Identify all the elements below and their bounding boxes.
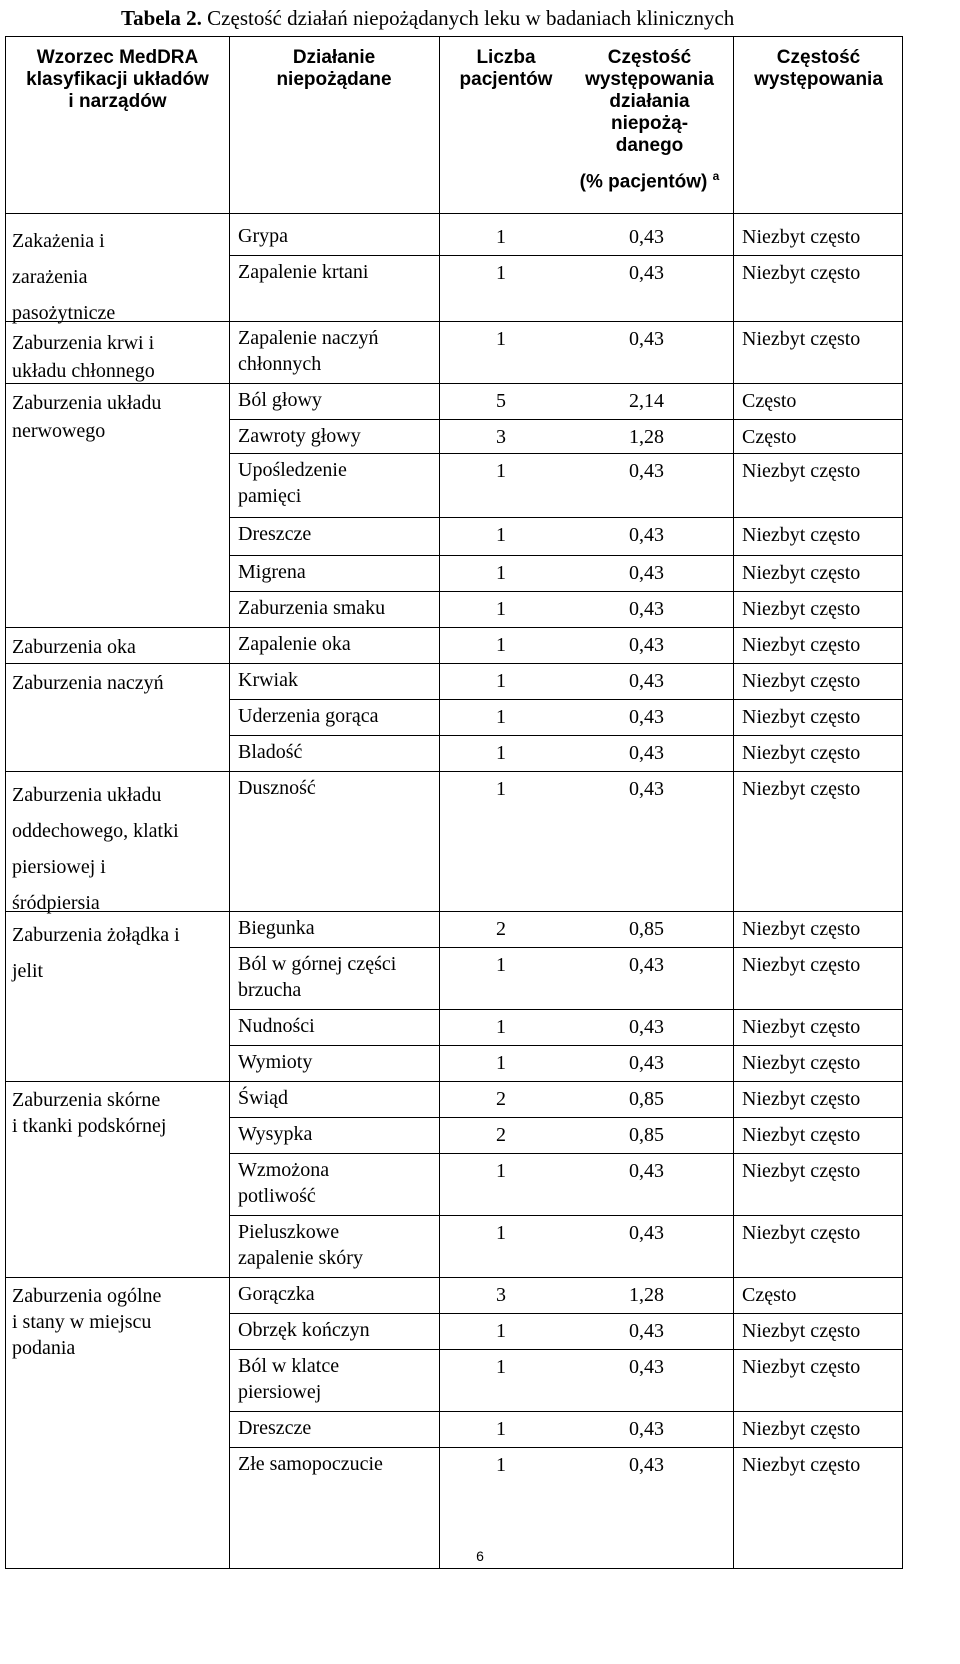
frequency: Niezbyt często (742, 1160, 861, 1182)
patient-count: 2 (496, 1088, 506, 1110)
category-divider (6, 1081, 229, 1082)
patient-count: 1 (496, 1222, 506, 1244)
soc-category-line: Zaburzenia ogólne (12, 1285, 162, 1307)
row-divider (229, 699, 902, 700)
soc-category (12, 633, 224, 661)
event-name-line: Zapalenie naczyń (238, 327, 379, 349)
event-name (238, 1121, 438, 1147)
soc-category-line: Zaburzenia oka (12, 636, 136, 658)
event-name-line: Biegunka (238, 917, 315, 939)
soc-category-line: Zakażenia i (12, 230, 105, 252)
col-divider (733, 37, 734, 1568)
patient-count: 1 (496, 1454, 506, 1476)
row-divider (229, 1277, 902, 1278)
patient-count: 1 (496, 778, 506, 800)
frequency: Niezbyt często (742, 1454, 861, 1476)
soc-category-line: Zaburzenia układu (12, 392, 162, 414)
event-name-line: Ból w klatce (238, 1355, 340, 1377)
row-divider (229, 1313, 902, 1314)
soc-category-line: podania (12, 1337, 76, 1359)
incidence-percent: 0,43 (629, 742, 664, 764)
event-name-line: Dreszcze (238, 1417, 312, 1439)
event-name (238, 1049, 438, 1075)
patient-count: 5 (496, 390, 506, 412)
page-number: 6 (476, 1548, 484, 1564)
event-name (238, 775, 438, 801)
patient-count: 2 (496, 1124, 506, 1146)
frequency: Niezbyt często (742, 1356, 861, 1378)
row-divider (229, 453, 902, 454)
frequency: Niezbyt często (742, 670, 861, 692)
incidence-percent: 0,43 (629, 1052, 664, 1074)
soc-category (12, 1087, 224, 1139)
table-caption-label: Tabela 2. (121, 6, 202, 30)
event-name-line: Ból głowy (238, 389, 322, 411)
event-name (238, 1451, 438, 1477)
category-divider (6, 663, 229, 664)
col-divider (439, 37, 440, 1568)
patient-count: 1 (496, 1052, 506, 1074)
soc-category-line: jelit (12, 960, 44, 982)
soc-category-line: i stany w miejscu (12, 1311, 152, 1333)
frequency: Niezbyt często (742, 1088, 861, 1110)
frequency: Niezbyt często (742, 1052, 861, 1074)
event-name-line: Upośledzenie (238, 459, 347, 481)
patient-count: 1 (496, 328, 506, 350)
event-name (238, 423, 438, 449)
incidence-percent: 0,43 (629, 1320, 664, 1342)
row-divider (229, 1153, 902, 1154)
event-name (238, 595, 438, 621)
header-adverse-event: Działanie niepożądane (276, 47, 392, 90)
incidence-percent: 0,43 (629, 524, 664, 546)
row-divider (229, 771, 902, 772)
header-frequency: Częstość występowania (754, 47, 883, 90)
frequency: Niezbyt często (742, 954, 861, 976)
event-name-line: Bladość (238, 741, 303, 763)
row-divider (229, 517, 902, 518)
soc-category-line: piersiowej i (12, 856, 106, 878)
event-name (238, 559, 438, 585)
event-name-line: Uderzenia gorąca (238, 705, 379, 727)
event-name (238, 223, 438, 249)
incidence-percent: 0,43 (629, 598, 664, 620)
col-divider (229, 37, 230, 1568)
frequency: Niezbyt często (742, 328, 861, 350)
soc-category (12, 917, 224, 989)
incidence-percent: 0,43 (629, 1454, 664, 1476)
frequency: Niezbyt często (742, 918, 861, 940)
event-name (238, 1317, 438, 1343)
event-name-line: Krwiak (238, 669, 298, 691)
category-divider (6, 1277, 229, 1278)
event-name (238, 1157, 438, 1209)
event-name-line: Zawroty głowy (238, 425, 361, 447)
row-divider (229, 735, 902, 736)
row-divider (229, 419, 902, 420)
header-classification: Wzorzec MedDRA klasyfikacji układów i narządów (26, 47, 209, 112)
incidence-percent: 0,43 (629, 1016, 664, 1038)
event-name-line: Wymioty (238, 1051, 313, 1073)
event-name-line: Zaburzenia smaku (238, 597, 386, 619)
patient-count: 1 (496, 634, 506, 656)
patient-count: 2 (496, 918, 506, 940)
soc-category-line: zarażenia (12, 266, 88, 288)
row-divider (229, 1117, 902, 1118)
event-name-line: Pieluszkowe (238, 1221, 340, 1243)
frequency: Niezbyt często (742, 742, 861, 764)
frequency: Niezbyt często (742, 598, 861, 620)
soc-category (12, 1283, 224, 1361)
frequency: Niezbyt często (742, 1124, 861, 1146)
soc-category-line: Zaburzenia żołądka i (12, 924, 180, 946)
incidence-percent: 0,43 (629, 328, 664, 350)
incidence-percent: 0,43 (629, 1418, 664, 1440)
frequency: Niezbyt często (742, 1016, 861, 1038)
row-divider (229, 555, 902, 556)
row-divider (229, 591, 902, 592)
header-percent-unit: (% pacjentów) $^a$ (579, 169, 720, 193)
soc-category-line: układu chłonnego (12, 360, 155, 382)
patient-count: 1 (496, 706, 506, 728)
patient-count: 1 (496, 1418, 506, 1440)
event-name (238, 259, 438, 285)
frequency: Niezbyt często (742, 1222, 861, 1244)
incidence-percent: 0,43 (629, 460, 664, 482)
row-divider (229, 947, 902, 948)
event-name (238, 667, 438, 693)
row-divider (229, 1349, 902, 1350)
event-name-line: Obrzęk kończyn (238, 1319, 370, 1341)
event-name (238, 325, 438, 377)
incidence-percent: 1,28 (629, 426, 664, 448)
row-divider (229, 1411, 902, 1412)
event-name-line: Złe samopoczucie (238, 1453, 383, 1475)
incidence-percent: 0,43 (629, 1222, 664, 1244)
frequency: Niezbyt często (742, 460, 861, 482)
event-name-line: zapalenie skóry (238, 1247, 363, 1269)
event-name-line: Zapalenie krtani (238, 261, 369, 283)
event-name-line: chłonnych (238, 353, 322, 375)
patient-count: 1 (496, 262, 506, 284)
event-name (238, 457, 438, 509)
event-name (238, 915, 438, 941)
patient-count: 1 (496, 524, 506, 546)
frequency: Często (742, 390, 797, 412)
soc-category-line: i tkanki podskórnej (12, 1115, 167, 1137)
incidence-percent: 0,43 (629, 1356, 664, 1378)
incidence-percent: 0,43 (629, 670, 664, 692)
incidence-percent: 0,43 (629, 226, 664, 248)
incidence-percent: 0,43 (629, 1160, 664, 1182)
event-name (238, 1415, 438, 1441)
frequency: Niezbyt często (742, 706, 861, 728)
event-name-line: Dreszcze (238, 523, 312, 545)
patient-count: 1 (496, 562, 506, 584)
soc-category-line: Zaburzenia naczyń (12, 672, 164, 694)
event-name-line: Grypa (238, 225, 288, 247)
incidence-percent: 0,43 (629, 706, 664, 728)
incidence-percent: 0,43 (629, 634, 664, 656)
event-name (238, 1281, 438, 1307)
frequency: Niezbyt często (742, 562, 861, 584)
frequency: Często (742, 1284, 797, 1306)
event-name (238, 387, 438, 413)
soc-category-line: nerwowego (12, 420, 106, 442)
incidence-percent: 0,85 (629, 1124, 664, 1146)
event-name-line: Duszność (238, 777, 316, 799)
row-divider (229, 663, 902, 664)
patient-count: 1 (496, 954, 506, 976)
event-name (238, 1013, 438, 1039)
soc-category-line: pasożytnicze (12, 302, 116, 324)
event-name-line: Wzmożona (238, 1159, 330, 1181)
header-divider (6, 213, 902, 214)
soc-category-line: oddechowego, klatki (12, 820, 179, 842)
incidence-percent: 0,43 (629, 262, 664, 284)
frequency: Niezbyt często (742, 1320, 861, 1342)
soc-category-line: Zaburzenia układu (12, 784, 162, 806)
row-divider (229, 1447, 902, 1448)
event-name (238, 951, 438, 1003)
patient-count: 1 (496, 598, 506, 620)
table-caption (121, 6, 734, 31)
soc-category (12, 669, 224, 697)
row-divider (229, 1045, 902, 1046)
event-name-line: Nudności (238, 1015, 315, 1037)
incidence-percent: 1,28 (629, 1284, 664, 1306)
patient-count: 1 (496, 1320, 506, 1342)
incidence-percent: 0,85 (629, 1088, 664, 1110)
adverse-events-table (5, 36, 903, 1569)
row-divider (229, 911, 902, 912)
event-name-line: Ból w górnej części (238, 953, 397, 975)
event-name (238, 1353, 438, 1405)
patient-count: 1 (496, 1356, 506, 1378)
row-divider (229, 627, 902, 628)
frequency: Niezbyt często (742, 524, 861, 546)
event-name-line: Zapalenie oka (238, 633, 351, 655)
incidence-percent: 2,14 (629, 390, 664, 412)
row-divider (229, 1215, 902, 1216)
event-name (238, 739, 438, 765)
header-incidence-percent: Częstość występowania działania niepożą- danego (% pacjentów) $^a$ (566, 47, 733, 193)
event-name (238, 1219, 438, 1271)
category-divider (6, 627, 229, 628)
soc-category (12, 777, 224, 921)
event-name-line: piersiowej (238, 1381, 322, 1403)
row-divider (229, 255, 902, 256)
event-name-line: Wysypka (238, 1123, 313, 1145)
row-divider (229, 1081, 902, 1082)
soc-category (12, 389, 224, 445)
event-name (238, 703, 438, 729)
event-name-line: pamięci (238, 485, 302, 507)
event-name (238, 631, 438, 657)
frequency: Niezbyt często (742, 1418, 861, 1440)
frequency: Niezbyt często (742, 634, 861, 656)
patient-count: 1 (496, 1016, 506, 1038)
frequency: Często (742, 426, 797, 448)
patient-count: 1 (496, 670, 506, 692)
incidence-percent: 0,43 (629, 954, 664, 976)
frequency: Niezbyt często (742, 226, 861, 248)
soc-category-line: śródpiersia (12, 892, 100, 914)
row-divider (229, 1009, 902, 1010)
table-caption-text: Częstość działań niepożądanych leku w badaniach klinicznych (201, 6, 735, 30)
frequency: Niezbyt często (742, 778, 861, 800)
soc-category (12, 223, 224, 331)
row-divider (229, 321, 902, 322)
event-name-line: Migrena (238, 561, 306, 583)
category-divider (6, 771, 229, 772)
event-name (238, 521, 438, 547)
patient-count: 1 (496, 226, 506, 248)
patient-count: 1 (496, 460, 506, 482)
event-name-line: brzucha (238, 979, 302, 1001)
header-patient-count: Liczba pacjentów (459, 47, 553, 90)
soc-category-line: Zaburzenia krwi i (12, 332, 155, 354)
soc-category-line: Zaburzenia skórne (12, 1089, 161, 1111)
soc-category (12, 329, 224, 385)
event-name-line: Gorączka (238, 1283, 315, 1305)
incidence-percent: 0,85 (629, 918, 664, 940)
event-name-line: Świąd (238, 1087, 288, 1109)
event-name (238, 1085, 438, 1111)
row-divider (229, 383, 902, 384)
incidence-percent: 0,43 (629, 562, 664, 584)
event-name-line: potliwość (238, 1185, 316, 1207)
patient-count: 1 (496, 1160, 506, 1182)
patient-count: 3 (496, 1284, 506, 1306)
frequency: Niezbyt często (742, 262, 861, 284)
patient-count: 3 (496, 426, 506, 448)
incidence-percent: 0,43 (629, 778, 664, 800)
patient-count: 1 (496, 742, 506, 764)
